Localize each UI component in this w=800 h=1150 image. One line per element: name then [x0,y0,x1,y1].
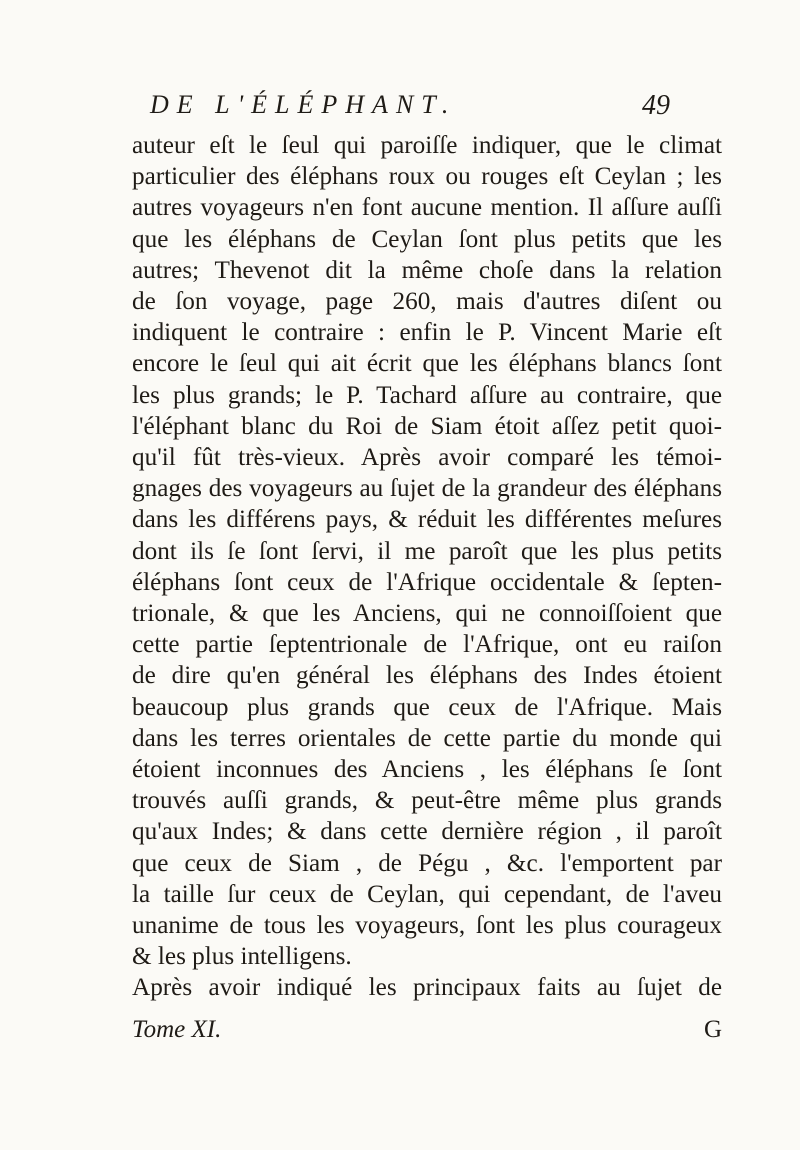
text-line: beaucoup plus grands que ceux de l'Afrique. Mais [132,693,722,721]
text-line: cette partie ſeptentrionale de l'Afrique, ont eu raiſon [132,631,722,659]
text-line: que les éléphans de Ceylan ſont plus petits que les [132,225,722,253]
text-line: Après avoir indiqué les principaux faits au ſujet de [132,974,722,1002]
volume-label: Tome XI. [132,1016,222,1043]
page-footer [132,1016,722,1052]
text-line: qu'aux Indes; & dans cette dernière région , il paroît [132,818,722,846]
text-line: qu'il fût très-vieux. Après avoir comparé les témoi- [132,444,722,472]
text-line: particulier des éléphans roux ou rouges eſt Ceylan ; les [132,163,722,191]
text-line: l'éléphant blanc du Roi de Siam étoit aſſez petit quoi- [132,412,722,440]
text-line: la taille ſur ceux de Ceylan, qui cependant, de l'aveu [132,880,722,908]
running-head: DE L'ÉLÉPHANT. [150,90,457,119]
page-number: 49 [642,90,670,121]
page-header [150,90,670,130]
text-line: auteur eſt le ſeul qui paroiſſe indiquer, que le climat [132,132,722,159]
text-line: dans les terres orientales de cette partie du monde qui [132,724,722,752]
text-line: & les plus intelligens. [132,943,352,971]
text-line: les plus grands; le P. Tachard aſſure au contraire, que [132,381,722,409]
text-line: éléphans ſont ceux de l'Afrique occidentale & ſepten- [132,568,722,596]
text-line: étoient inconnues des Anciens , les éléphans ſe ſont [132,756,722,784]
body-text [132,130,722,1004]
text-line: de dire qu'en général les éléphans des Indes étoient [132,662,722,690]
text-line: trionale, & que les Anciens, qui ne connoiſſoient que [132,600,722,628]
text-line: gnages des voyageurs au ſujet de la grandeur des éléphans [132,475,722,503]
text-line: dont ils ſe ſont ſervi, il me paroît que les plus petits [132,537,722,565]
text-line: autres; Thevenot dit la même choſe dans la relation [132,256,722,284]
text-line: que ceux de Siam , de Pégu , &c. l'emportent par [132,849,722,877]
signature-mark: G [703,1016,722,1043]
text-line: unanime de tous les voyageurs, ſont les plus courageux [132,912,722,940]
text-line: autres voyageurs n'en font aucune mention. Il aſſure auſſi [132,194,722,222]
text-line: encore le ſeul qui ait écrit que les éléphans blancs ſont [132,350,722,378]
text-line: dans les différens pays, & réduit les différentes meſures [132,506,722,534]
text-line: trouvés auſſi grands, & peut-être même plus grands [132,787,722,815]
text-line: indiquent le contraire : enfin le P. Vincent Marie eſt [132,319,722,347]
text-line: de ſon voyage, page 260, mais d'autres diſent ou [132,288,722,316]
